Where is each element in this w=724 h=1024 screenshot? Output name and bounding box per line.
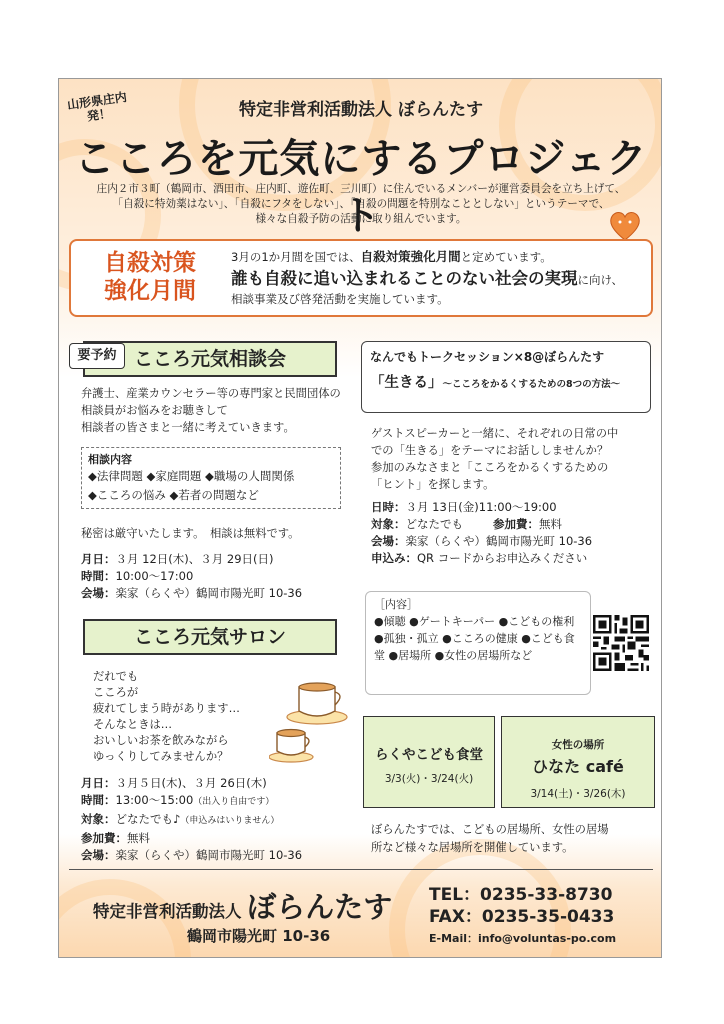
campaign-month-line2: 誰も自殺に追い込まれることのない社会の実現に向け、 <box>231 269 624 288</box>
womens-cafe-subtitle: 女性の場所 <box>551 739 605 751</box>
talk-session-heading: なんでもトークセッション×8@ぼらんたす <box>370 350 605 364</box>
heart-icon <box>607 207 643 243</box>
salon-message: だれでも こころが 疲れてしまう時があります… そんなときは… おいしいお茶を飲みながら ゆっくりしてみませんか？ <box>93 670 240 763</box>
footer-address: 鶴岡市陽光町 10-36 <box>187 927 331 945</box>
kids-cafeteria-box <box>363 716 495 808</box>
talk-topics-text: ●傾聴 ●ゲートキーパー ●こどもの権利 ●孤独・孤立 ●こころの健康 ●こども食堂 ●居場所 ●女性の居場所など <box>374 615 575 662</box>
salon-title: こころ元気サロン <box>83 619 337 655</box>
teacup-icon <box>269 677 349 767</box>
consultation-topics-row: ◆法律問題 ◆家庭問題 ◆職場の人間関係 <box>88 469 295 483</box>
talk-topics-label: ［内容］ <box>374 598 418 611</box>
qr-code-icon[interactable] <box>593 615 649 671</box>
campaign-month-line3: 相談事業及び啓発活動を実施しています。 <box>231 292 449 306</box>
campaign-month-title: 自殺対策 強化月間 <box>104 250 196 304</box>
footer-divider <box>69 869 653 870</box>
consultation-topics-box <box>81 447 341 509</box>
consultation-topics-row: ◆こころの悩み ◆若者の問題など <box>88 488 259 502</box>
consultation-title: こころ元気相談会 <box>83 341 337 377</box>
project-title: こころを元気にするプロジェクト <box>74 136 648 239</box>
talk-session-description: ゲストスピーカーと一緒に、それぞれの日常の中 での「生きる」をテーマにお話ししませんか？ 参加のみなさまと「こころをかるくするための 「ヒント」を探します。 <box>371 427 619 491</box>
footer-tel: TEL：0235-33-8730 <box>429 885 613 905</box>
footer-fax: FAX：0235-35-0433 <box>429 907 615 927</box>
kids-cafeteria-dates: 3/3(火)・3/24(火) <box>384 773 474 785</box>
talk-topics-box <box>365 591 591 695</box>
consultation-description: 弁護士、産業カウンセラー等の専門家と民間団体の 相談員がお悩みをお聴きして 相談者の皆さまと一緒に考えていきます。 <box>81 387 341 434</box>
flyer <box>58 78 662 958</box>
footer-email[interactable]: E-Mail：info@voluntas-po.com <box>429 932 617 945</box>
talk-session-schedule: 日時：３月 13日(金)11:00～19:00 対象：どなたでも 参加費：無料 会場：楽家（らくや）鶴岡市陽光町 10-36 申込み：QR コードからお申込みください <box>371 500 593 565</box>
reservation-required-badge: 要予約 <box>69 343 125 369</box>
campaign-month-box <box>69 239 653 317</box>
footer-organization: 特定非営利活動法人 ぼらんたす <box>93 890 393 924</box>
consultation-topics-label: 相談内容 <box>88 453 132 466</box>
womens-cafe-dates: 3/14(土)・3/26(木) <box>530 788 626 800</box>
consultation-schedule: 月日：３月 12日(木)、３月 29日(日) 時間：10:00～17:00 会場：楽家（らくや）鶴岡市陽光町 10-36 <box>81 552 303 600</box>
womens-cafe-title: ひなた café <box>532 757 624 776</box>
campaign-month-line1: 3月の1か月間を国では、自殺対策強化月間と定めています。 <box>231 249 552 264</box>
footer-contact <box>429 884 614 928</box>
confidentiality-note: 秘密は厳守いたします。 相談は無料です。 <box>81 527 300 540</box>
intro-text: 庄内２市３町（鶴岡市、酒田市、庄内町、遊佐町、三川町）に住んでいるメンバーが運営委員会を立ち上げて、 「自殺に特効薬はない」、「自殺にフタをしない」、「自殺の問題を特別なこととしない」というテーマで、 様々な自殺予防の活動に取り組んでいます。 <box>96 183 626 225</box>
salon-schedule: 月日：３月５日(木)、３月 26日(木) 時間：13:00～15:00（出入り自由です） 対象：どなたでも♪（申込みはいりません） 参加費：無料 会場：楽家（らくや）鶴岡市陽光町 10-36 <box>81 776 303 862</box>
organization-name: 特定非営利活動法人 ぼらんたす <box>239 100 483 120</box>
origin-label: 山形県庄内発！ <box>66 89 128 124</box>
places-description: ぼらんたすでは、こどもの居場所、女性の居場 所など様々な居場所を開催しています。 <box>371 823 609 854</box>
talk-session-box <box>361 341 651 413</box>
kids-cafeteria-title: らくやこども食堂 <box>375 747 483 763</box>
talk-session-subtitle: 「生きる」～こころをかるくするための8つの方法～ <box>370 375 621 391</box>
